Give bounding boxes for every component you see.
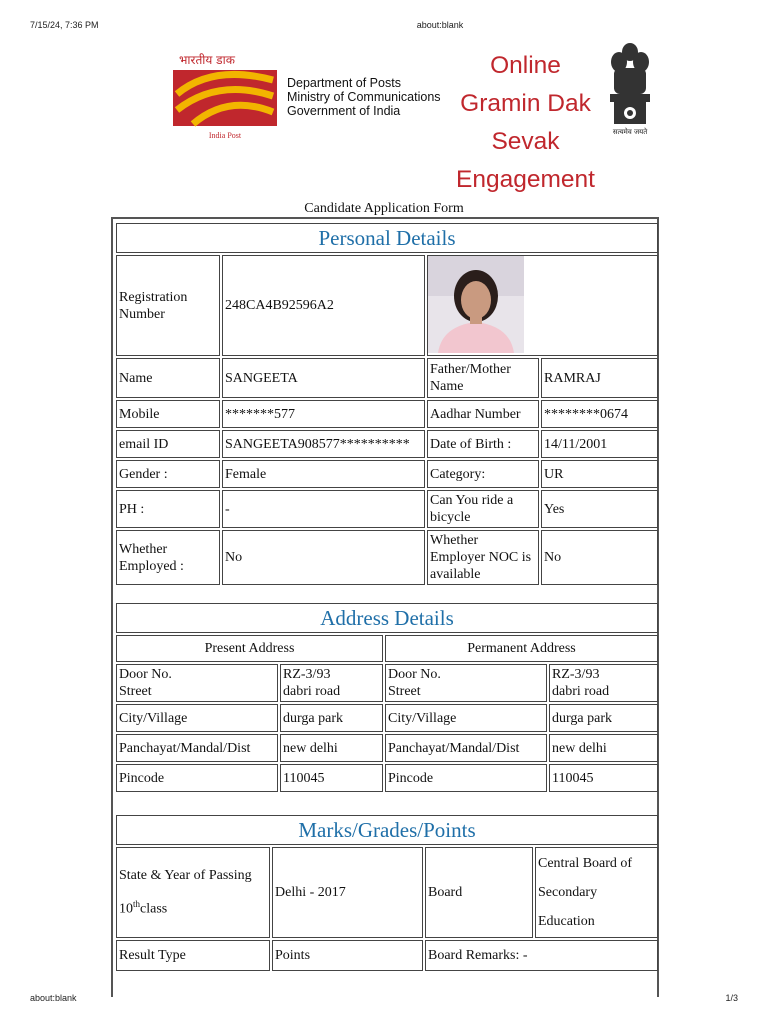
photo-cell <box>427 255 658 356</box>
parent-name-value: RAMRAJ <box>541 358 658 398</box>
present-door-label: Door No. Street <box>116 664 278 702</box>
aadhar-label: Aadhar Number <box>427 400 539 428</box>
present-district-value: new delhi <box>280 734 383 762</box>
candidate-photo <box>428 256 524 353</box>
address-details-title: Address Details <box>116 603 658 633</box>
india-post-logo <box>173 52 279 140</box>
email-label: email ID <box>116 430 220 458</box>
gender-label: Gender : <box>116 460 220 488</box>
result-type-label: Result Type <box>116 940 270 971</box>
permanent-door-value: RZ-3/93 dabri road <box>549 664 658 702</box>
address-details-table <box>114 601 660 794</box>
permanent-door-label: Door No. Street <box>385 664 547 702</box>
permanent-pincode-value: 110045 <box>549 764 658 792</box>
email-value: SANGEETA908577********** <box>222 430 425 458</box>
present-city-label: City/Village <box>116 704 278 732</box>
emblem-motto: सत्यमेव जयते <box>612 128 648 136</box>
footer-url: about:blank <box>30 993 77 1003</box>
page-number: 1/3 <box>725 993 738 1003</box>
headline-line-3: Sevak <box>491 128 560 155</box>
passing-label: State & Year of Passing 10thclass <box>116 847 270 938</box>
name-value: SANGEETA <box>222 358 425 398</box>
personal-details-table <box>114 221 660 587</box>
gender-value: Female <box>222 460 425 488</box>
aadhar-value: ********0674 <box>541 400 658 428</box>
mobile-label: Mobile <box>116 400 220 428</box>
present-pincode-label: Pincode <box>116 764 278 792</box>
category-value: UR <box>541 460 658 488</box>
employed-value: No <box>222 530 425 585</box>
print-url: about:blank <box>416 20 464 30</box>
headline-line-4: Engagement <box>456 166 595 193</box>
present-city-value: durga park <box>280 704 383 732</box>
print-datetime: 7/15/24, 7:36 PM <box>30 20 99 30</box>
board-value: Central Board of Secondary Education <box>535 847 658 938</box>
result-type-value: Points <box>272 940 423 971</box>
registration-value: 248CA4B92596A2 <box>222 255 425 356</box>
application-form <box>111 217 659 997</box>
parent-name-label: Father/Mother Name <box>427 358 539 398</box>
print-header <box>0 20 768 32</box>
state-emblem-icon <box>604 40 656 136</box>
form-title: Candidate Application Form <box>304 201 464 216</box>
dob-label: Date of Birth : <box>427 430 539 458</box>
present-door-value: RZ-3/93 dabri road <box>280 664 383 702</box>
headline <box>448 47 603 199</box>
ministry-line: Ministry of Communications <box>287 90 441 104</box>
print-footer <box>0 993 768 1005</box>
category-label: Category: <box>427 460 539 488</box>
employed-label: Whether Employed : <box>116 530 220 585</box>
bicycle-value: Yes <box>541 490 658 528</box>
headline-line-2: Gramin Dak <box>460 90 591 117</box>
marks-title: Marks/Grades/Points <box>116 815 658 845</box>
bicycle-label: Can You ride a bicycle <box>427 490 539 528</box>
present-district-label: Panchayat/Mandal/Dist <box>116 734 278 762</box>
permanent-district-value: new delhi <box>549 734 658 762</box>
personal-details-title: Personal Details <box>116 223 658 253</box>
dob-value: 14/11/2001 <box>541 430 658 458</box>
ph-value: - <box>222 490 425 528</box>
noc-label: Whether Employer NOC is available <box>427 530 539 585</box>
board-remarks: Board Remarks: - <box>425 940 658 971</box>
registration-label: Registration Number <box>116 255 220 356</box>
mobile-value: *******577 <box>222 400 425 428</box>
present-pincode-value: 110045 <box>280 764 383 792</box>
name-label: Name <box>116 358 220 398</box>
marks-table <box>114 813 660 973</box>
board-label: Board <box>425 847 533 938</box>
department-line: Department of Posts <box>287 76 401 90</box>
ph-label: PH : <box>116 490 220 528</box>
present-address-heading: Present Address <box>116 635 383 662</box>
permanent-address-heading: Permanent Address <box>385 635 658 662</box>
logo-caption: India Post <box>208 131 242 140</box>
permanent-pincode-label: Pincode <box>385 764 547 792</box>
department-block <box>287 76 441 118</box>
permanent-district-label: Panchayat/Mandal/Dist <box>385 734 547 762</box>
logo-hindi-text: भारतीय डाक <box>179 53 235 67</box>
passing-value: Delhi - 2017 <box>272 847 423 938</box>
government-line: Government of India <box>287 104 401 118</box>
headline-line-1: Online <box>490 52 561 79</box>
permanent-city-value: durga park <box>549 704 658 732</box>
noc-value: No <box>541 530 658 585</box>
permanent-city-label: City/Village <box>385 704 547 732</box>
